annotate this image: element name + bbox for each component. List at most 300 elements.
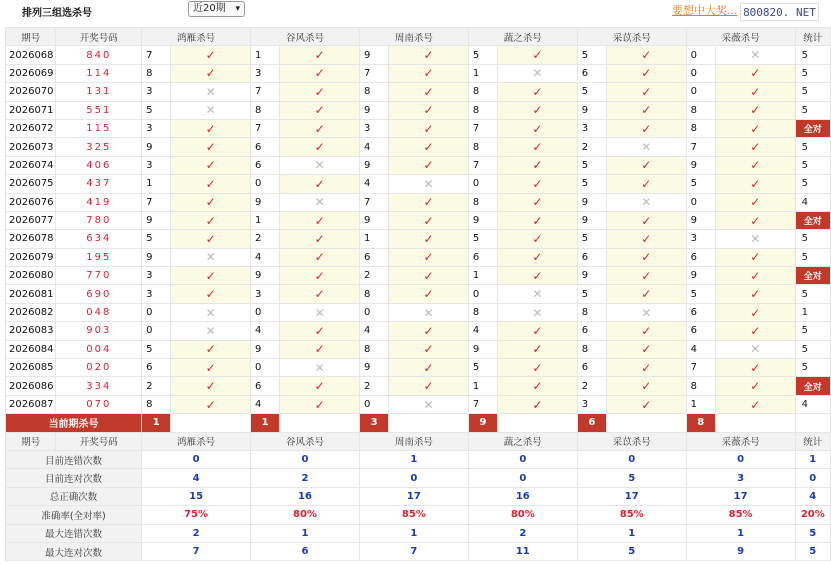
result-cell [498,322,578,340]
check-icon: ✓ [205,268,216,283]
current-kill-number: 6 [577,414,606,432]
kill-number-cell: 8 [577,340,606,358]
draw-number-cell: 840 [56,46,142,64]
check-icon: ✓ [750,213,761,228]
kill-number-cell: 7 [359,193,388,211]
period-range-select[interactable] [188,1,245,17]
draw-number-cell: 690 [56,285,142,303]
table-row [6,303,831,321]
check-icon: ✓ [532,84,543,99]
table-row [6,285,831,303]
check-icon: ✓ [314,231,325,246]
check-icon: ✓ [641,48,652,63]
result-cell [280,156,360,174]
kill-number-cell: 3 [142,83,171,101]
check-icon: ✓ [423,103,434,118]
stat-cell: 5 [795,359,830,377]
kill-number-cell: 5 [577,46,606,64]
result-cell [389,156,469,174]
result-cell [715,230,795,248]
check-icon: ✓ [205,379,216,394]
stats-label: 准确率(全对率) [6,506,142,524]
check-icon: ✓ [314,287,325,302]
result-cell [606,285,686,303]
stats-value: 2 [251,469,360,487]
result-cell [715,285,795,303]
kill-number-cell: 7 [468,119,497,137]
result-cell [171,340,251,358]
kill-number-cell: 8 [468,138,497,156]
check-icon: ✓ [532,140,543,155]
check-icon: ✓ [314,84,325,99]
stats-value: 0 [577,450,686,468]
kill-number-cell: 0 [142,322,171,340]
period-cell: 2026079 [6,248,56,266]
result-cell [715,46,795,64]
kill-number-cell: 8 [142,64,171,82]
result-cell [498,138,578,156]
kill-number-cell: 5 [577,230,606,248]
stat-cell: 5 [795,175,830,193]
result-cell [171,267,251,285]
draw-number-cell: 903 [56,322,142,340]
draw-number-cell: 780 [56,211,142,229]
stats-row [6,506,831,524]
kill-number-cell: 4 [359,138,388,156]
stat-header: 统计 [795,432,830,450]
result-cell [389,46,469,64]
kill-number-cell: 8 [142,395,171,413]
stat-cell: 5 [795,285,830,303]
kill-number-cell: 1 [251,46,280,64]
check-icon: ✓ [205,66,216,81]
result-cell [498,340,578,358]
cross-icon: ✕ [314,158,325,173]
stats-value: 5 [577,469,686,487]
check-icon: ✓ [423,231,434,246]
check-icon: ✓ [423,84,434,99]
current-kill-row [6,414,831,432]
kill-number-cell: 3 [251,64,280,82]
kill-number-cell: 9 [577,101,606,119]
current-kill-number: 8 [686,414,715,432]
result-cell [715,156,795,174]
result-cell [389,248,469,266]
result-cell [715,64,795,82]
cross-icon: ✕ [205,323,216,338]
check-icon: ✓ [423,66,434,81]
stats-value: 80% [251,506,360,524]
table-row [6,101,831,119]
stats-value: 2 [142,524,251,542]
result-cell [280,101,360,119]
check-icon: ✓ [314,103,325,118]
stats-value: 17 [359,487,468,505]
kill-number-cell: 8 [686,101,715,119]
cross-icon: ✕ [423,305,434,320]
result-cell [389,211,469,229]
current-kill-blank [280,414,360,432]
check-icon: ✓ [205,48,216,63]
kill-number-cell: 5 [142,230,171,248]
kill-number-cell: 8 [359,83,388,101]
kill-number-cell: 3 [142,267,171,285]
table-row [6,64,831,82]
check-icon: ✓ [423,379,434,394]
cross-icon: ✕ [205,305,216,320]
cross-icon: ✕ [423,397,434,412]
check-icon: ✓ [641,158,652,173]
stats-row [6,524,831,542]
chevron-down-icon: ▾ [235,4,240,14]
kill-number-cell: 4 [686,340,715,358]
result-cell [280,359,360,377]
result-cell [171,193,251,211]
stats-value: 7 [359,542,468,560]
stats-row [6,542,831,560]
draw-number-cell: 048 [56,303,142,321]
check-icon: ✓ [641,360,652,375]
check-icon: ✓ [205,195,216,210]
kill-number-cell: 8 [577,303,606,321]
kill-number-cell: 2 [577,138,606,156]
period-cell: 2026083 [6,322,56,340]
stats-extra: 0 [795,469,830,487]
kill-number-cell: 9 [251,267,280,285]
promo-link[interactable]: 要想中大奖... [672,4,738,17]
kill-number-cell: 5 [686,285,715,303]
check-icon: ✓ [205,231,216,246]
kill-number-cell: 7 [468,395,497,413]
result-cell [715,83,795,101]
result-cell [389,359,469,377]
result-cell [280,64,360,82]
check-icon: ✓ [641,250,652,265]
draw-number-cell: 131 [56,83,142,101]
draw-number-cell: 334 [56,377,142,395]
check-icon: ✓ [532,231,543,246]
result-cell [171,138,251,156]
kill-number-cell: 9 [577,193,606,211]
stat-header: 统计 [795,28,830,46]
stats-value: 0 [468,469,577,487]
result-cell [606,83,686,101]
kill-number-cell: 3 [359,119,388,137]
check-icon: ✓ [641,176,652,191]
kill-number-cell: 5 [577,175,606,193]
result-cell [606,193,686,211]
expert-header-4: 采苡杀号 [577,432,686,450]
check-icon: ✓ [641,121,652,136]
cross-icon: ✕ [314,305,325,320]
result-cell [498,211,578,229]
stats-value: 0 [359,469,468,487]
check-icon: ✓ [314,397,325,412]
current-kill-label: 当前期杀号 [6,414,142,432]
check-icon: ✓ [641,66,652,81]
check-icon: ✓ [205,121,216,136]
stats-value: 85% [359,506,468,524]
check-icon: ✓ [423,323,434,338]
current-kill-blank [389,414,469,432]
kill-number-cell: 6 [577,322,606,340]
check-icon: ✓ [641,323,652,338]
stats-value: 2 [468,524,577,542]
result-cell [498,303,578,321]
check-icon: ✓ [750,323,761,338]
result-cell [171,101,251,119]
check-icon: ✓ [750,397,761,412]
kill-number-cell: 1 [468,267,497,285]
stats-extra: 5 [795,524,830,542]
table-row [6,340,831,358]
check-icon: ✓ [641,84,652,99]
kill-number-cell: 5 [577,285,606,303]
result-cell [606,119,686,137]
result-cell [606,340,686,358]
check-icon: ✓ [532,158,543,173]
check-icon: ✓ [750,268,761,283]
result-cell [280,230,360,248]
kill-number-cell: 8 [468,193,497,211]
result-cell [606,303,686,321]
expert-header-3: 蔬之杀号 [468,28,577,46]
kill-number-cell: 8 [468,101,497,119]
period-cell: 2026070 [6,83,56,101]
kill-number-cell: 9 [468,211,497,229]
check-icon: ✓ [532,48,543,63]
kill-number-cell: 6 [468,248,497,266]
table-row [6,138,831,156]
all-correct-badge: 全对 [795,119,830,137]
period-cell: 2026086 [6,377,56,395]
period-cell: 2026087 [6,395,56,413]
stats-value: 1 [359,450,468,468]
result-cell [171,46,251,64]
kill-number-cell: 6 [251,377,280,395]
result-cell [606,359,686,377]
period-range-value: 近20期 [193,3,226,14]
check-icon: ✓ [205,287,216,302]
result-cell [389,138,469,156]
kill-number-cell: 4 [251,322,280,340]
table-row [6,211,831,229]
header-row [6,432,831,450]
check-icon: ✓ [641,397,652,412]
result-cell [280,340,360,358]
table-row [6,377,831,395]
cross-icon: ✕ [532,305,543,320]
stats-extra: 1 [795,450,830,468]
check-icon: ✓ [532,397,543,412]
kill-number-cell: 6 [686,248,715,266]
kill-number-cell: 9 [359,156,388,174]
draw-number-cell: 004 [56,340,142,358]
result-cell [389,322,469,340]
check-icon: ✓ [750,176,761,191]
expert-header-4: 采苡杀号 [577,28,686,46]
result-cell [715,248,795,266]
result-cell [171,322,251,340]
check-icon: ✓ [423,268,434,283]
check-icon: ✓ [750,103,761,118]
check-icon: ✓ [314,342,325,357]
result-cell [389,285,469,303]
stats-label: 目前连错次数 [6,450,142,468]
kill-number-cell: 5 [577,83,606,101]
kill-number-cell: 9 [142,211,171,229]
table-row [6,119,831,137]
kill-number-cell: 2 [359,377,388,395]
draw-number-cell: 406 [56,156,142,174]
check-icon: ✓ [423,360,434,375]
stats-row [6,469,831,487]
current-kill-stat-blank [795,414,830,432]
stats-value: 17 [686,487,795,505]
result-cell [715,377,795,395]
result-cell [606,248,686,266]
kill-number-cell: 0 [142,303,171,321]
draw-number-cell: 419 [56,193,142,211]
stats-value: 9 [686,542,795,560]
result-cell [389,101,469,119]
result-cell [715,211,795,229]
check-icon: ✓ [532,360,543,375]
result-cell [389,303,469,321]
check-icon: ✓ [205,213,216,228]
check-icon: ✓ [314,250,325,265]
cross-icon: ✕ [750,48,761,63]
result-cell [606,395,686,413]
kill-number-cell: 0 [359,303,388,321]
kill-number-cell: 9 [251,193,280,211]
kill-number-cell: 9 [686,156,715,174]
kill-number-cell: 2 [251,230,280,248]
check-icon: ✓ [532,268,543,283]
check-icon: ✓ [532,103,543,118]
kill-number-cell: 5 [468,46,497,64]
stats-value: 1 [577,524,686,542]
result-cell [606,138,686,156]
kill-number-cell: 8 [468,83,497,101]
expert-header-0: 鸿雁杀号 [142,432,251,450]
check-icon: ✓ [205,140,216,155]
kill-number-cell: 6 [577,359,606,377]
kill-number-cell: 0 [686,46,715,64]
cross-icon: ✕ [641,195,652,210]
kill-number-cell: 9 [686,267,715,285]
site-watermark: 800820. NET [740,3,819,21]
result-cell [171,211,251,229]
check-icon: ✓ [423,287,434,302]
table-row [6,230,831,248]
table-row [6,359,831,377]
result-cell [498,285,578,303]
result-cell [280,395,360,413]
result-cell [606,64,686,82]
table-row [6,248,831,266]
result-cell [498,175,578,193]
kill-number-cell: 1 [251,211,280,229]
stats-label: 最大连错次数 [6,524,142,542]
kill-number-cell: 2 [359,267,388,285]
stat-cell: 5 [795,156,830,174]
kill-number-cell: 0 [251,175,280,193]
kill-number-cell: 8 [251,101,280,119]
kill-number-cell: 3 [251,285,280,303]
check-icon: ✓ [750,287,761,302]
stats-extra: 4 [795,487,830,505]
stats-label: 总正确次数 [6,487,142,505]
kill-number-cell: 7 [142,46,171,64]
stats-value: 17 [577,487,686,505]
table-row [6,175,831,193]
stats-value: 4 [142,469,251,487]
check-icon: ✓ [750,140,761,155]
stats-label: 目前连对次数 [6,469,142,487]
period-cell: 2026084 [6,340,56,358]
result-cell [171,359,251,377]
check-icon: ✓ [314,379,325,394]
result-cell [389,395,469,413]
kill-number-cell: 4 [251,395,280,413]
table-row [6,267,831,285]
kill-number-cell: 5 [142,101,171,119]
kill-number-cell: 7 [686,138,715,156]
check-icon: ✓ [750,66,761,81]
result-cell [171,285,251,303]
check-icon: ✓ [205,176,216,191]
check-icon: ✓ [314,213,325,228]
kill-number-cell: 5 [468,230,497,248]
stat-cell: 4 [795,193,830,211]
result-cell [498,377,578,395]
result-cell [280,46,360,64]
expert-header-5: 采薇杀号 [686,28,795,46]
check-icon: ✓ [641,268,652,283]
kill-number-cell: 1 [468,64,497,82]
kill-number-cell: 4 [359,175,388,193]
result-cell [389,230,469,248]
result-cell [715,119,795,137]
stats-row [6,487,831,505]
check-icon: ✓ [750,250,761,265]
result-cell [171,175,251,193]
kill-number-cell: 0 [468,285,497,303]
result-cell [171,303,251,321]
kill-number-cell: 7 [251,83,280,101]
kill-number-table [5,27,831,561]
stats-value: 5 [577,542,686,560]
period-header: 期号 [6,432,56,450]
kill-number-cell: 3 [577,119,606,137]
draw-number-cell: 115 [56,119,142,137]
check-icon: ✓ [314,176,325,191]
result-cell [606,101,686,119]
check-icon: ✓ [750,379,761,394]
table-row [6,46,831,64]
cross-icon: ✕ [205,84,216,99]
check-icon: ✓ [641,231,652,246]
result-cell [606,175,686,193]
kill-number-cell: 6 [577,248,606,266]
check-icon: ✓ [750,84,761,99]
kill-number-cell: 9 [359,211,388,229]
all-correct-badge: 全对 [795,377,830,395]
stat-cell: 5 [795,322,830,340]
draw-number-cell: 070 [56,395,142,413]
result-cell [171,83,251,101]
